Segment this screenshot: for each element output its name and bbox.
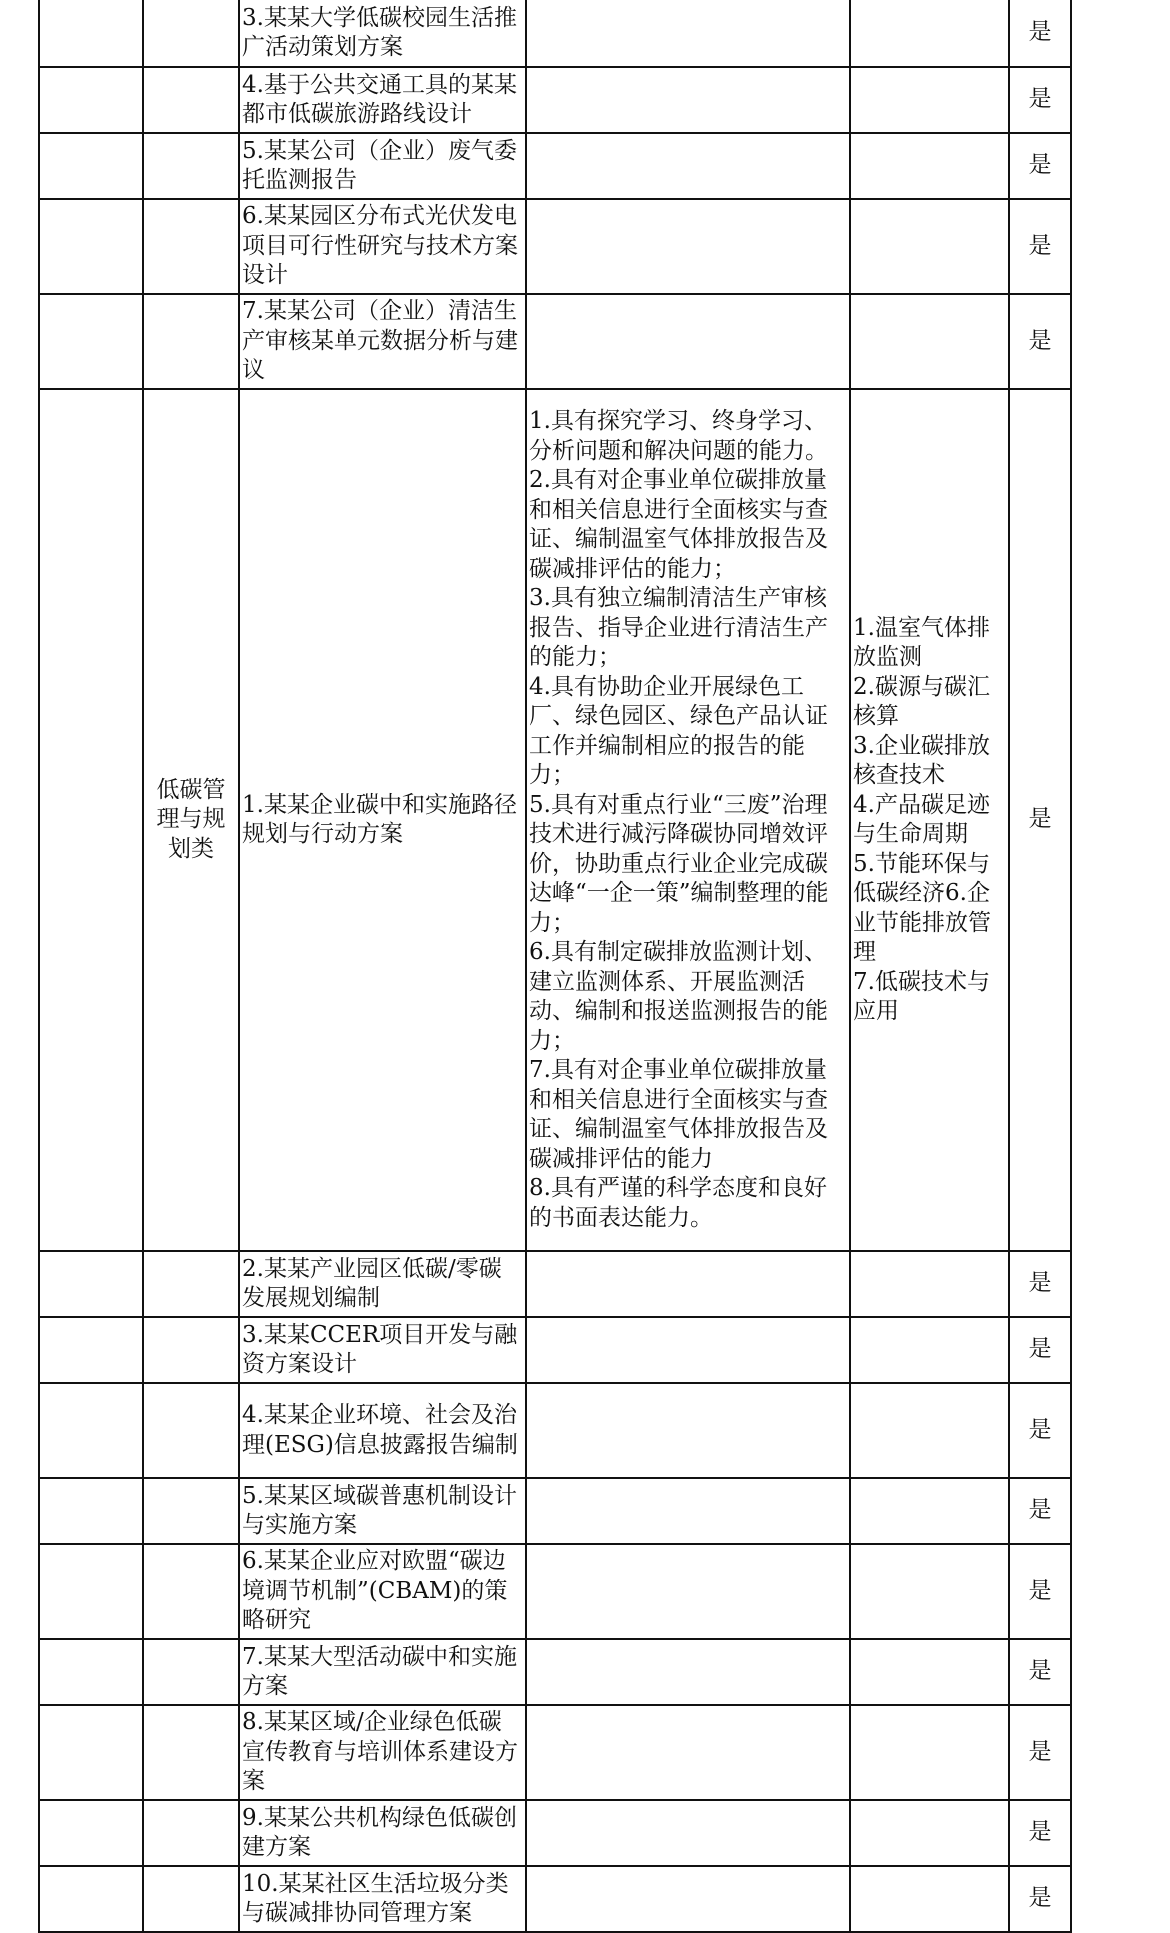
- ability-cell: [526, 199, 850, 294]
- category-cell: [143, 1478, 239, 1544]
- course-item: 4.产品碳足迹与生命周期: [853, 791, 990, 847]
- project-cell: 2.某某产业园区低碳/零碳发展规划编制: [239, 1251, 526, 1317]
- category-cell: [143, 1800, 239, 1866]
- project-cell: 7.某某大型活动碳中和实施方案: [239, 1639, 526, 1705]
- category-cell: [143, 0, 239, 67]
- table-row: [39, 199, 1071, 294]
- index-cell: [39, 67, 143, 133]
- category-cell: [143, 1383, 239, 1478]
- project-cell: 8.某某区域/企业绿色低碳宣传教育与培训体系建设方案: [239, 1705, 526, 1800]
- table-row: [39, 67, 1071, 133]
- table-row-main: [39, 389, 1071, 1251]
- category-cell: [143, 1251, 239, 1317]
- flag-cell: 是: [1009, 0, 1071, 67]
- flag-cell: 是: [1009, 1383, 1071, 1478]
- project-cell: 7.某某公司（企业）清洁生产审核某单元数据分析与建议: [239, 294, 526, 389]
- flag-cell: 是: [1009, 389, 1071, 1251]
- category-cell: [143, 1705, 239, 1800]
- index-cell: [39, 1317, 143, 1383]
- ability-item: 7.具有对企事业单位碳排放量和相关信息进行全面核实与查证、编制温室气体排放报告及碳减排评估的能力: [529, 1057, 828, 1172]
- course-cell: [850, 1705, 1009, 1800]
- course-cell: [850, 1317, 1009, 1383]
- category-cell: [143, 133, 239, 199]
- category-cell: [143, 294, 239, 389]
- category-cell: 低碳管理与规划类: [143, 389, 239, 1251]
- course-cell: [850, 0, 1009, 67]
- course-item: 5.节能环保与低碳经济6.企业节能排放管理: [853, 850, 991, 965]
- flag-cell: 是: [1009, 133, 1071, 199]
- category-cell: [143, 67, 239, 133]
- course-cell: [850, 1478, 1009, 1544]
- table-row: [39, 1317, 1071, 1383]
- course-cell: [850, 1383, 1009, 1478]
- index-cell: [39, 1544, 143, 1639]
- table-row: [39, 1639, 1071, 1705]
- index-cell: [39, 0, 143, 67]
- ability-item: 6.具有制定碳排放监测计划、建立监测体系、开展监测活动、编制和报送监测报告的能力；: [529, 939, 828, 1054]
- table-row: [39, 1478, 1071, 1544]
- course-cell: [850, 294, 1009, 389]
- table-row: [39, 1383, 1071, 1478]
- course-item: 2.碳源与碳汇核算: [853, 673, 990, 729]
- project-cell: 5.某某公司（企业）废气委托监测报告: [239, 133, 526, 199]
- index-cell: [39, 133, 143, 199]
- course-cell: [850, 67, 1009, 133]
- index-cell: [39, 1705, 143, 1800]
- project-cell: 9.某某公共机构绿色低碳创建方案: [239, 1800, 526, 1866]
- project-cell: 3.某某CCER项目开发与融资方案设计: [239, 1317, 526, 1383]
- flag-cell: 是: [1009, 294, 1071, 389]
- ability-item: 8.具有严谨的科学态度和良好的书面表达能力。: [529, 1175, 827, 1231]
- index-cell: [39, 1866, 143, 1932]
- table-row: [39, 0, 1071, 67]
- project-cell: 5.某某区域碳普惠机制设计与实施方案: [239, 1478, 526, 1544]
- table-row: [39, 1705, 1071, 1800]
- index-cell: [39, 1383, 143, 1478]
- index-cell: [39, 389, 143, 1251]
- category-cell: [143, 199, 239, 294]
- flag-cell: 是: [1009, 199, 1071, 294]
- flag-cell: 是: [1009, 1544, 1071, 1639]
- course-item: 1.温室气体排放监测: [853, 614, 990, 670]
- table-row: [39, 1251, 1071, 1317]
- ability-cell: [526, 133, 850, 199]
- ability-cell: [526, 1317, 850, 1383]
- flag-cell: 是: [1009, 1317, 1071, 1383]
- flag-cell: 是: [1009, 1639, 1071, 1705]
- flag-cell: 是: [1009, 1866, 1071, 1932]
- project-cell: 6.某某园区分布式光伏发电项目可行性研究与技术方案设计: [239, 199, 526, 294]
- category-cell: [143, 1317, 239, 1383]
- project-cell: 4.基于公共交通工具的某某都市低碳旅游路线设计: [239, 67, 526, 133]
- ability-item: 1.具有探究学习、终身学习、分析问题和解决问题的能力。: [529, 408, 828, 464]
- project-cell: 4.某某企业环境、社会及治理(ESG)信息披露报告编制: [239, 1383, 526, 1478]
- ability-cell: [526, 389, 850, 1251]
- ability-cell: [526, 294, 850, 389]
- ability-cell: [526, 67, 850, 133]
- ability-cell: [526, 1251, 850, 1317]
- category-cell: [143, 1866, 239, 1932]
- project-cell: 6.某某企业应对欧盟“碳边境调节机制”(CBAM)的策略研究: [239, 1544, 526, 1639]
- ability-item: 2.具有对企事业单位碳排放量和相关信息进行全面核实与查证、编制温室气体排放报告及碳减排评估的能力；: [529, 467, 828, 582]
- table-row: [39, 1544, 1071, 1639]
- project-cell: 3.某某大学低碳校园生活推广活动策划方案: [239, 0, 526, 67]
- project-cell: 1.某某企业碳中和实施路径规划与行动方案: [239, 389, 526, 1251]
- course-cell: [850, 1800, 1009, 1866]
- flag-cell: 是: [1009, 1251, 1071, 1317]
- table-row: [39, 133, 1071, 199]
- course-cell: [850, 1544, 1009, 1639]
- ability-cell: [526, 1478, 850, 1544]
- ability-cell: [526, 1544, 850, 1639]
- ability-cell: [526, 1866, 850, 1932]
- course-cell: [850, 1866, 1009, 1932]
- ability-cell: [526, 1639, 850, 1705]
- ability-cell: [526, 1800, 850, 1866]
- ability-cell: [526, 1383, 850, 1478]
- course-cell: [850, 199, 1009, 294]
- course-cell: [850, 1251, 1009, 1317]
- table-row: [39, 1800, 1071, 1866]
- table-row: [39, 294, 1071, 389]
- course-cell: [850, 1639, 1009, 1705]
- flag-cell: 是: [1009, 1800, 1071, 1866]
- ability-cell: [526, 0, 850, 67]
- index-cell: [39, 1800, 143, 1866]
- index-cell: [39, 1251, 143, 1317]
- flag-cell: 是: [1009, 67, 1071, 133]
- ability-item: 4.具有协助企业开展绿色工厂、绿色园区、绿色产品认证工作并编制相应的报告的能力；: [529, 673, 828, 788]
- ability-item: 5.具有对重点行业“三废”治理技术进行减污降碳协同增效评价，协助重点行业企业完成碳达峰“一企一策”编制整理的能力；: [529, 791, 829, 936]
- flag-cell: 是: [1009, 1705, 1071, 1800]
- course-item: 7.低碳技术与应用: [853, 968, 990, 1024]
- course-cell: [850, 133, 1009, 199]
- index-cell: [39, 199, 143, 294]
- project-table: [38, 0, 1072, 1933]
- index-cell: [39, 294, 143, 389]
- table-row: [39, 1866, 1071, 1932]
- category-cell: [143, 1639, 239, 1705]
- ability-cell: [526, 1705, 850, 1800]
- category-cell: [143, 1544, 239, 1639]
- project-cell: 10.某某社区生活垃圾分类与碳减排协同管理方案: [239, 1866, 526, 1932]
- index-cell: [39, 1478, 143, 1544]
- index-cell: [39, 1639, 143, 1705]
- course-item: 3.企业碳排放核查技术: [853, 732, 990, 788]
- course-cell: [850, 389, 1009, 1251]
- ability-item: 3.具有独立编制清洁生产审核报告、指导企业进行清洁生产的能力；: [529, 585, 828, 670]
- flag-cell: 是: [1009, 1478, 1071, 1544]
